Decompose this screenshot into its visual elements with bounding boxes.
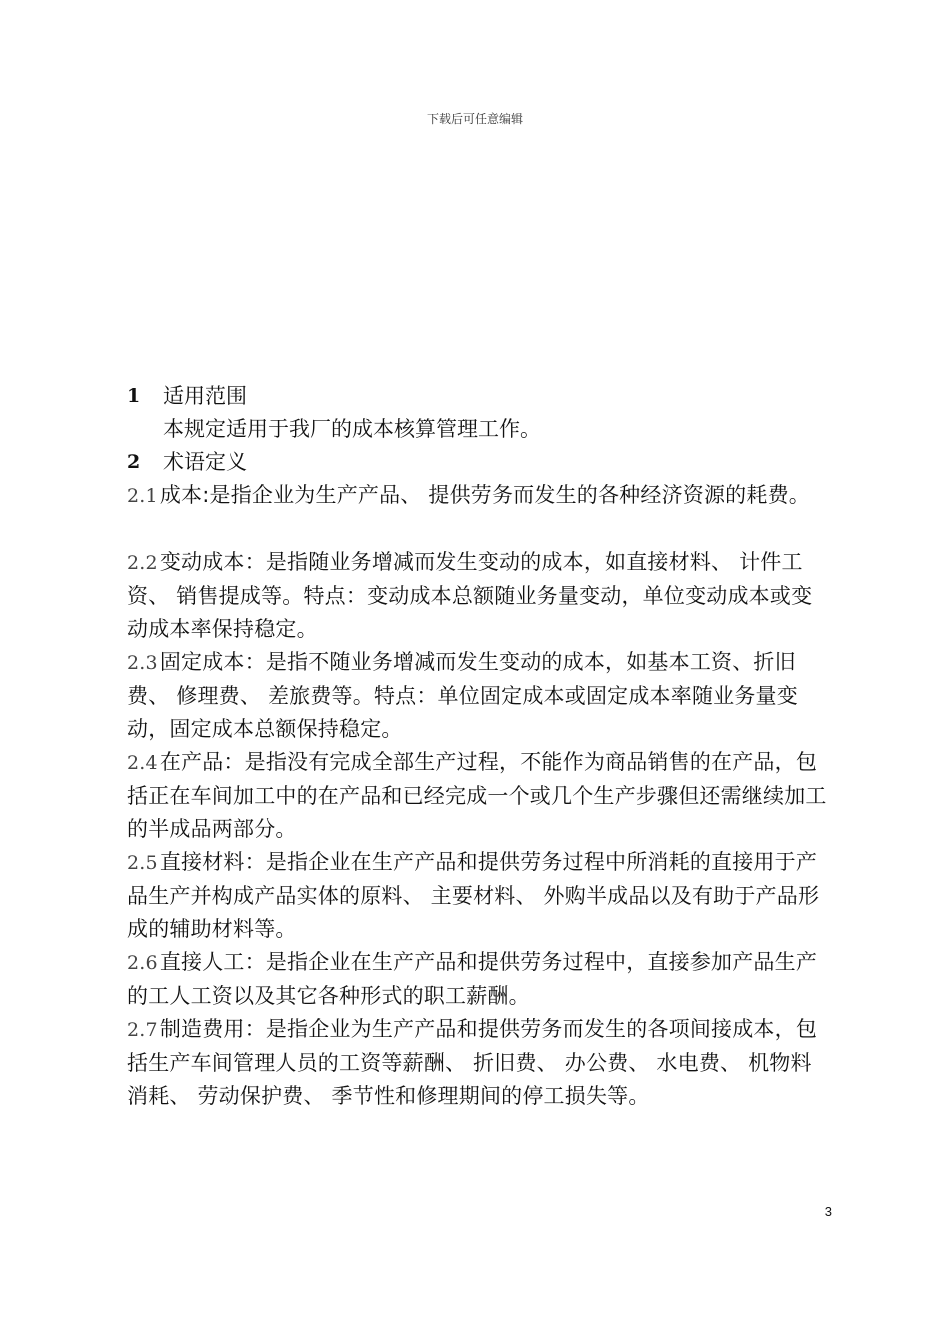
section-heading-2 — [127, 446, 827, 479]
section-heading-1 — [127, 380, 827, 413]
definition-number: 2.7 — [127, 1019, 158, 1041]
definition-number: 2.6 — [127, 952, 158, 974]
page-header: 下载后可任意编辑 — [426, 112, 523, 126]
definition-number: 2.5 — [127, 852, 158, 874]
definition-text: 成本:是指企业为生产产品、 提供劳务而发生的各种经济资源的耗费。 — [159, 483, 810, 507]
section-title: 适用范围 — [163, 384, 247, 408]
definition-number: 2.3 — [127, 652, 158, 674]
definition-paragraph — [127, 646, 827, 746]
definition-text: 在产品：是指没有完成全部生产过程，不能作为商品销售的在产品，包括正在车间加工中的在产品和已经完成一个或几个生产步骤但还需继续加工的半成品两部分。 — [127, 750, 827, 841]
definition-text: 固定成本：是指不随业务增减而发生变动的成本，如基本工资、折旧费、 修理费、 差旅费等。特点：单位固定成本或固定成本率随业务量变动，固定成本总额保持稳定。 — [127, 650, 798, 741]
section-number: 1 — [127, 385, 141, 407]
page-number: 3 — [824, 1204, 832, 1219]
section-number: 2 — [127, 451, 141, 473]
definition-paragraph — [127, 946, 827, 1013]
section-title: 术语定义 — [163, 450, 247, 474]
definition-paragraph — [127, 746, 827, 846]
definition-number: 2.1 — [127, 485, 158, 507]
definition-text: 变动成本：是指随业务增减而发生变动的成本，如直接材料、 计件工资、 销售提成等。特点：变动成本总额随业务量变动，单位变动成本或变动成本率保持稳定。 — [127, 550, 813, 641]
definition-paragraph — [127, 546, 827, 646]
paragraph-spacer — [127, 513, 827, 546]
definition-text: 直接材料：是指企业在生产产品和提供劳务过程中所消耗的直接用于产品生产并构成产品实体的原料、 主要材料、 外购半成品以及有助于产品形成的辅助材料等。 — [127, 850, 820, 941]
definition-paragraph — [127, 1013, 827, 1113]
definition-number: 2.2 — [127, 552, 158, 574]
definition-number: 2.4 — [127, 752, 158, 774]
section-body: 本规定适用于我厂的成本核算管理工作。 — [163, 417, 541, 441]
definition-text: 制造费用：是指企业为生产产品和提供劳务而发生的各项间接成本，包括生产车间管理人员的工资等薪酬、 折旧费、 办公费、 水电费、 机物料消耗、 劳动保护费、 季节性和修理期间的停工损失等。 — [127, 1017, 818, 1108]
definition-paragraph — [127, 479, 827, 513]
definition-paragraph — [127, 846, 827, 946]
definition-text: 直接人工：是指企业在生产产品和提供劳务过程中，直接参加产品生产的工人工资以及其它各种形式的职工薪酬。 — [127, 950, 818, 1008]
document-body — [127, 380, 827, 1113]
